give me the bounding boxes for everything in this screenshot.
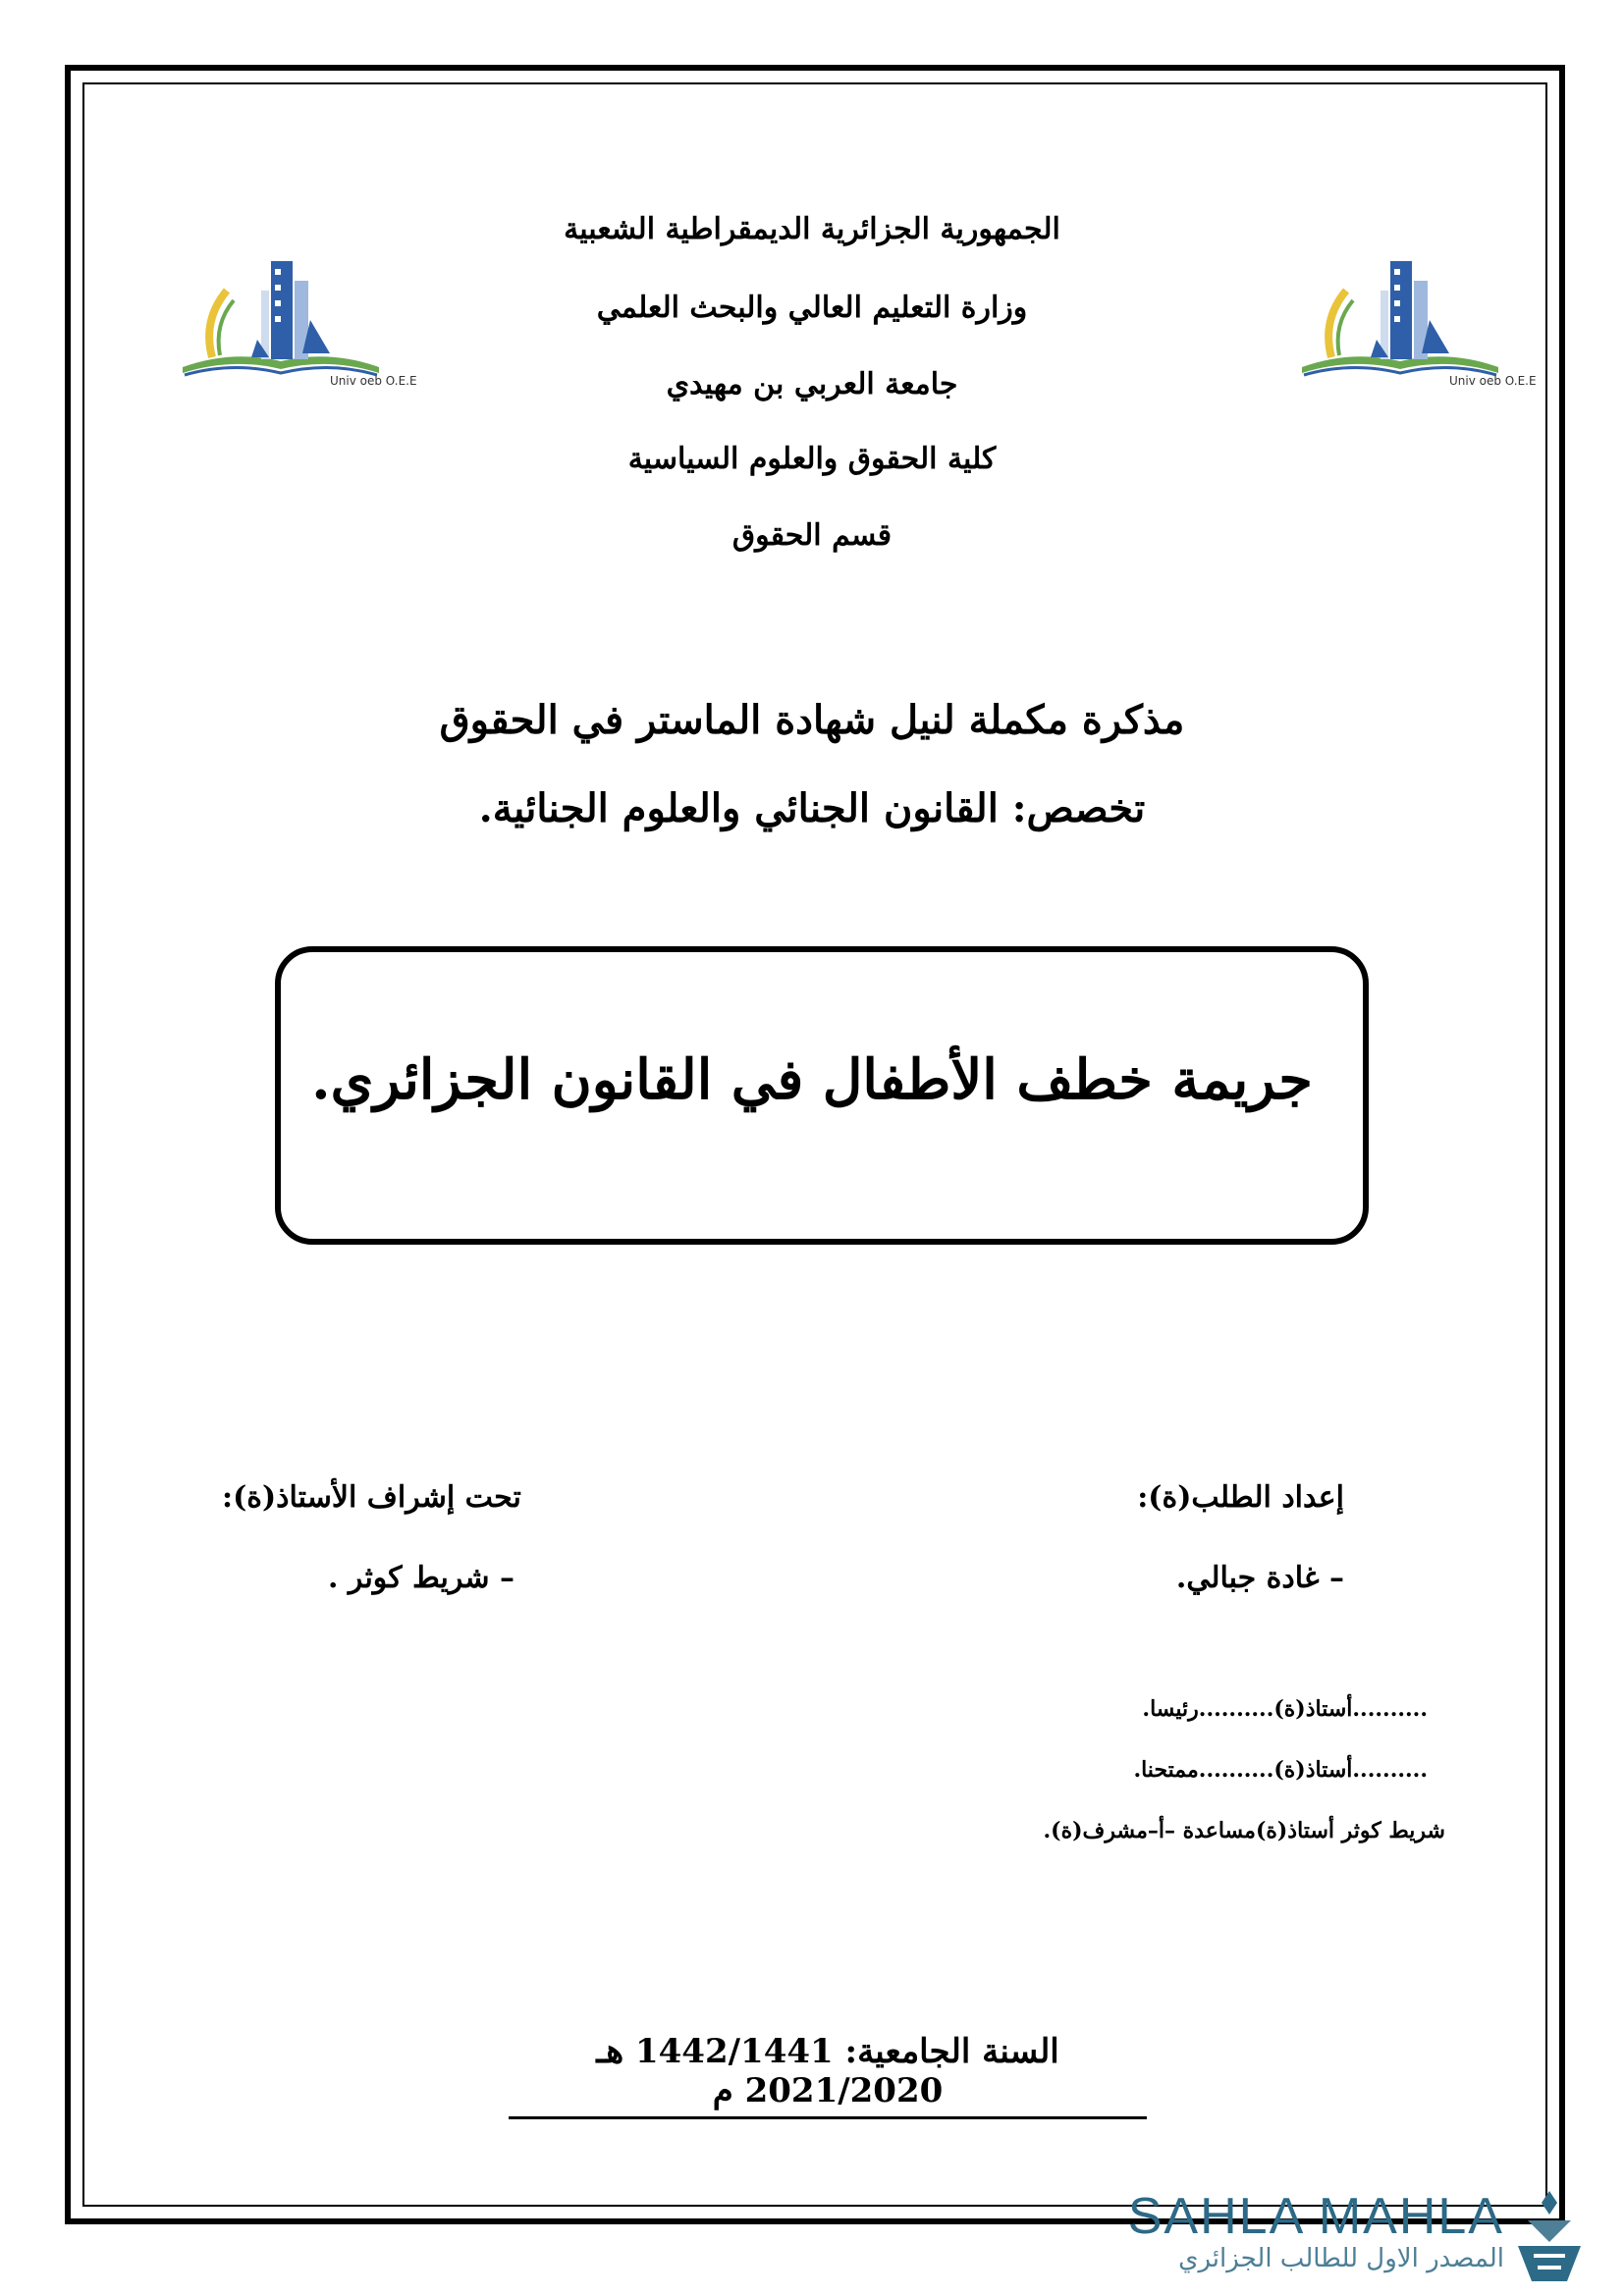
ministry-line: وزارة التعليم العالي والبحث العلمي [596,291,1028,325]
watermark-logo-icon [1508,2187,1591,2285]
jury-supervisor: شريط كوثر أستاذ(ة)مساعدة –أ–مشرف(ة). [1043,1818,1445,1843]
sahla-mahla-watermark [1080,2187,1591,2285]
watermark-name: SAHLA MAHLA [1127,2188,1504,2245]
svg-text:Univ oeb O.E.E: Univ oeb O.E.E [330,374,417,388]
student-name: – غادة جبالي. [1175,1561,1344,1595]
student-label: إعداد الطلب(ة): [1137,1480,1344,1515]
university-line: جامعة العربي بن مهيدي [666,367,958,401]
svg-text:Univ oeb O.E.E: Univ oeb O.E.E [1449,374,1537,388]
republic-line: الجمهورية الجزائرية الديمقراطية الشعبية [564,212,1060,246]
jury-examiner: ..........أستاذ(ة)..........ممتحنا. [1133,1757,1428,1783]
department-line: قسم الحقوق [731,518,893,553]
supervisor-label: تحت إشراف الأستاذ(ة): [222,1480,521,1515]
academic-year-value: 1442/1441 هـ 2021/2020 م [596,2032,944,2110]
university-logo-left [173,251,417,389]
jury-president: ..........أستاذ(ة)..........رئيسا. [1142,1696,1428,1722]
degree-line-1: مذكرة مكملة لنيل شهادة الماستر في الحقوق [439,697,1185,743]
watermark-tagline: المصدر الاول للطالب الجزائري [1178,2244,1504,2273]
university-logo-right [1292,251,1537,389]
degree-line-2: تخصص: القانون الجنائي والعلوم الجنائية. [478,785,1146,831]
academic-year-label: السنة الجامعية: [844,2032,1059,2071]
supervisor-name: – شريط كوثر . [328,1561,514,1595]
thesis-title: جريمة خطف الأطفال في القانون الجزائري. [311,1047,1313,1112]
faculty-line: كلية الحقوق والعلوم السياسية [627,442,997,476]
academic-year [509,2032,1147,2119]
